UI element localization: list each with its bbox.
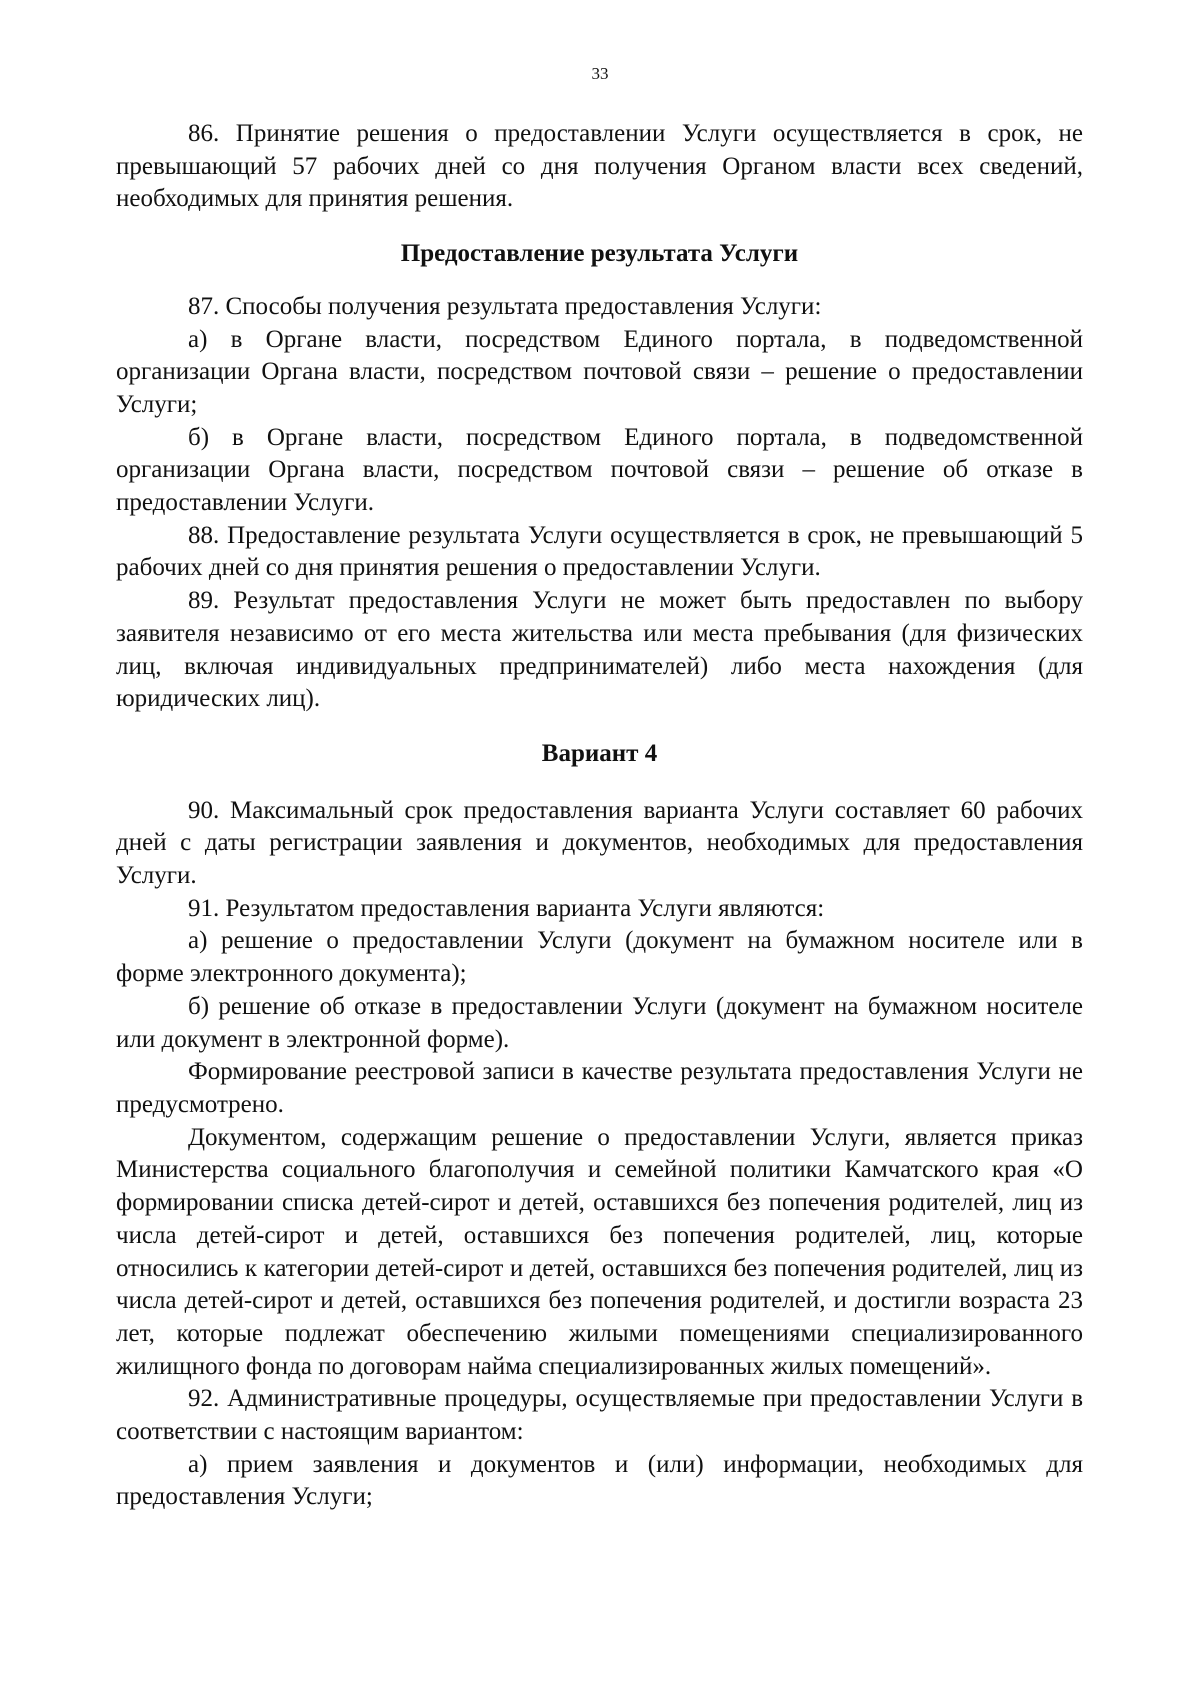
paragraph-89: 89. Результат предоставления Услуги не может быть предоставлен по выбору заявителя независимо от его места жительства или места пребывания (для физических лиц, включая индивидуальных предпринимателей) либо места нахождения (для юридических лиц).: [116, 587, 1083, 713]
section-variant-4: [116, 795, 1083, 1514]
section-intro: [116, 118, 1083, 216]
paragraph-91-b: б) решение об отказе в предоставлении Услуги (документ на бумажном носителе или документ в электронной форме).: [116, 992, 1083, 1053]
paragraph-registry-record: Формирование реестровой записи в качестве результата предоставления Услуги не предусмотрено.: [116, 1058, 1083, 1118]
paragraph-88: 88. Предоставление результата Услуги осуществляется в срок, не превышающий 5 рабочих дней со дня принятия решения о предоставлении Услуги.: [116, 521, 1083, 582]
section-result: [116, 291, 1083, 716]
paragraph-decision-document: Документом, содержащим решение о предоставлении Услуги, является приказ Министерства социального благополучия и семейной политики Камчатского края «О формировании списка детей-сирот и детей, оставшихся без попечения родителей, лиц из числа детей-сирот и детей, оставшихся без попечения родителей, лиц, которые относились к категории детей-сирот и детей, оставшихся без попечения родителей, лиц из числа детей-сирот и детей, оставшихся без попечения родителей, и достигли возраста 23 лет, которые подлежат обеспечению жилыми помещениями специализированного жилищного фонда по договорам найма специализированных жилых помещений».: [116, 1123, 1083, 1380]
heading-variant-4: Вариант 4: [541, 739, 658, 767]
paragraph-91-a: а) решение о предоставлении Услуги (документ на бумажном носителе или в форме электронного документа);: [116, 927, 1083, 988]
paragraph-87-b: б) в Органе власти, посредством Единого портала, в подведомственной организации Органа власти, посредством почтовой связи – решение об отказе в предоставлении Услуги.: [116, 423, 1083, 517]
page-number: 33: [591, 64, 609, 83]
heading-result-provision: Предоставление результата Услуги: [400, 240, 799, 268]
paragraph-91: 91. Результатом предоставления варианта Услуги являются:: [188, 894, 825, 922]
paragraph-86: 86. Принятие решения о предоставлении Услуги осуществляется в срок, не превышающий 57 рабочих дней со дня получения Органом власти всех сведений, необходимых для принятия решения.: [116, 120, 1083, 213]
paragraph-92-a: а) прием заявления и документов и (или) информации, необходимых для предоставления Услуги;: [116, 1450, 1083, 1511]
paragraph-92: 92. Административные процедуры, осуществляемые при предоставлении Услуги в соответствии с настоящим вариантом:: [116, 1385, 1083, 1446]
paragraph-87-a: а) в Органе власти, посредством Единого портала, в подведомственной организации Органа власти, посредством почтовой связи – решение о предоставлении Услуги;: [116, 325, 1083, 418]
document-body: [116, 118, 1083, 1514]
paragraph-87: 87. Способы получения результата предоставления Услуги:: [188, 292, 822, 320]
paragraph-90: 90. Максимальный срок предоставления варианта Услуги составляет 60 рабочих дней с даты регистрации заявления и документов, необходимых для предоставления Услуги.: [116, 796, 1083, 890]
